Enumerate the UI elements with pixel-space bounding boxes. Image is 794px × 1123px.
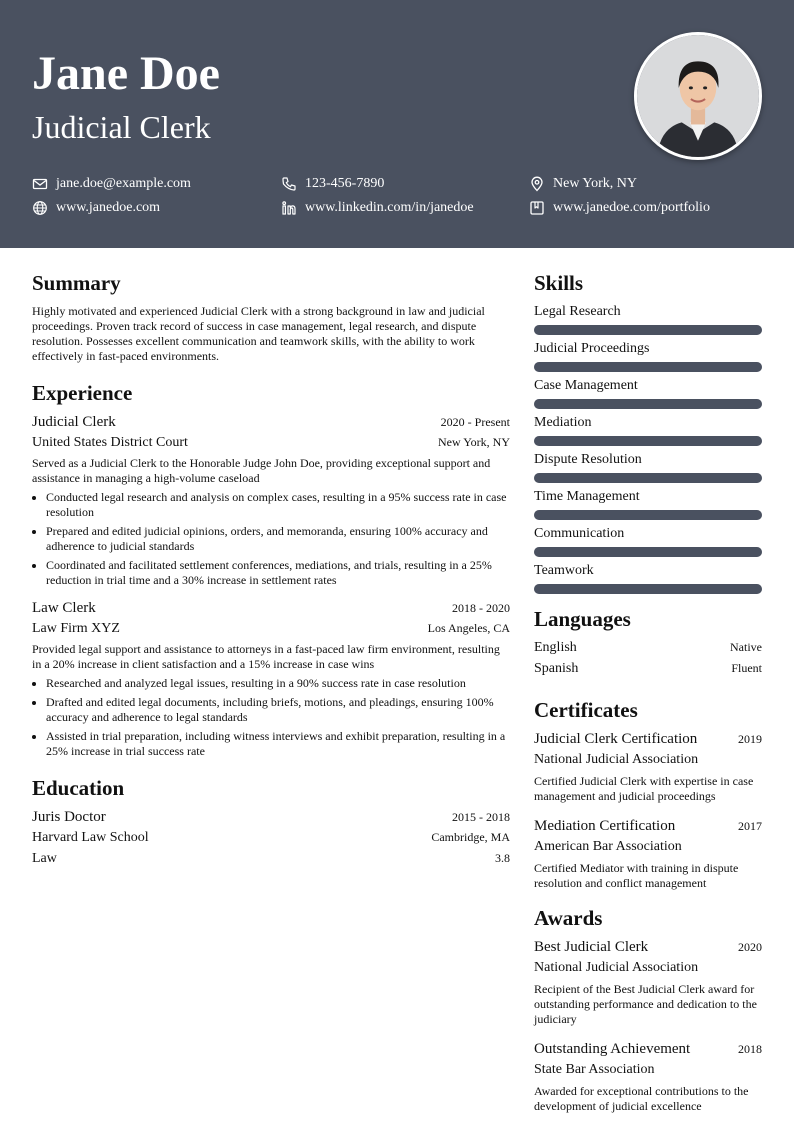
award-title: Outstanding Achievement bbox=[534, 1041, 691, 1057]
resume-header bbox=[0, 0, 794, 248]
job-bullet: • Researched and analyzed legal issues, resulting in a 90% success rate in case resolution bbox=[46, 676, 510, 691]
contact-phone[interactable] bbox=[281, 175, 384, 193]
skills-heading: Skills bbox=[534, 271, 584, 295]
skill-level-bar bbox=[534, 584, 762, 594]
skill-label: Dispute Resolution bbox=[534, 452, 642, 467]
certificate-item bbox=[534, 729, 762, 804]
contact-portfolio[interactable] bbox=[529, 199, 710, 217]
skill-label: Judicial Proceedings bbox=[534, 341, 650, 356]
location-icon bbox=[529, 176, 545, 192]
contact-location bbox=[529, 175, 637, 193]
award-year: 2020 bbox=[738, 940, 762, 954]
skill-item bbox=[534, 413, 762, 446]
job-dates: 2018 - 2020 bbox=[452, 601, 510, 615]
linkedin-icon bbox=[281, 200, 297, 216]
skill-item bbox=[534, 524, 762, 557]
awards-heading: Awards bbox=[534, 906, 603, 930]
education-item bbox=[32, 807, 510, 869]
skill-level-fill bbox=[534, 399, 762, 409]
contact-email-text: jane.doe@example.com bbox=[56, 176, 191, 191]
education-location: Cambridge, MA bbox=[431, 830, 510, 844]
certificate-organization: American Bar Association bbox=[534, 839, 682, 854]
language-name: English bbox=[534, 640, 577, 655]
certificate-item bbox=[534, 816, 762, 891]
candidate-name: Jane Doe bbox=[32, 47, 220, 100]
certificates-heading: Certificates bbox=[534, 698, 638, 722]
job-bullet: • Prepared and edited judicial opinions, orders, and memoranda, ensuring 100% accuracy and adherence to judicial standards bbox=[46, 524, 510, 554]
languages-heading: Languages bbox=[534, 607, 631, 631]
profile-photo-illustration bbox=[637, 35, 759, 157]
award-year: 2018 bbox=[738, 1042, 762, 1056]
skill-level-fill bbox=[534, 547, 762, 557]
skill-level-fill bbox=[534, 325, 762, 335]
languages-list bbox=[534, 637, 762, 679]
skill-item bbox=[534, 302, 762, 335]
certificate-organization: National Judicial Association bbox=[534, 752, 699, 767]
skill-item bbox=[534, 561, 762, 594]
skill-level-bar bbox=[534, 436, 762, 446]
award-organization: State Bar Association bbox=[534, 1062, 655, 1077]
language-item bbox=[534, 658, 762, 679]
job-location: New York, NY bbox=[437, 435, 510, 449]
education-field: Law bbox=[32, 851, 57, 866]
contact-location-text: New York, NY bbox=[553, 176, 638, 191]
certificate-year: 2017 bbox=[738, 819, 762, 833]
contact-portfolio-text: www.janedoe.com/portfolio bbox=[553, 200, 710, 215]
skill-label: Legal Research bbox=[534, 304, 621, 319]
skill-level-fill bbox=[534, 473, 762, 483]
award-description: Awarded for exceptional contributions to the development of judicial excellence bbox=[534, 1084, 749, 1113]
language-name: Spanish bbox=[534, 661, 579, 676]
skill-item bbox=[534, 487, 762, 520]
certificate-title: Judicial Clerk Certification bbox=[534, 731, 698, 747]
skill-level-fill bbox=[534, 436, 762, 446]
skill-level-fill bbox=[534, 362, 762, 372]
mail-icon bbox=[32, 176, 48, 192]
skill-item bbox=[534, 376, 762, 409]
skill-label: Mediation bbox=[534, 415, 592, 430]
experience-heading: Experience bbox=[32, 381, 133, 405]
education-school: Harvard Law School bbox=[32, 830, 149, 845]
contact-phone-text: 123-456-7890 bbox=[305, 176, 385, 191]
job-organization: United States District Court bbox=[32, 435, 188, 450]
skill-level-bar bbox=[534, 362, 762, 372]
skill-label: Time Management bbox=[534, 489, 640, 504]
right-column bbox=[534, 268, 762, 1114]
certificate-description: Certified Judicial Clerk with expertise in case management and judicial proceedings bbox=[534, 774, 754, 803]
skill-label: Communication bbox=[534, 526, 625, 541]
skill-level-fill bbox=[534, 510, 762, 520]
skill-level-fill bbox=[534, 584, 762, 594]
job-dates: 2020 - Present bbox=[440, 415, 510, 429]
award-item bbox=[534, 937, 762, 1027]
certificate-title: Mediation Certification bbox=[534, 818, 676, 834]
skill-item bbox=[534, 450, 762, 483]
education-heading: Education bbox=[32, 776, 125, 800]
skills-list bbox=[534, 302, 762, 594]
award-description: Recipient of the Best Judicial Clerk award for outstanding performance and dedication to the judiciary bbox=[534, 982, 757, 1026]
contact-linkedin-text: www.linkedin.com/in/janedoe bbox=[305, 200, 474, 215]
job-bullets bbox=[32, 490, 510, 588]
contact-email[interactable] bbox=[32, 175, 191, 193]
profile-photo bbox=[634, 32, 762, 160]
job-bullet: • Conducted legal research and analysis on complex cases, resulting in a 95% success rate in case resolution bbox=[46, 490, 510, 520]
award-organization: National Judicial Association bbox=[534, 960, 699, 975]
left-column bbox=[32, 268, 510, 869]
certificate-description: Certified Mediator with training in dispute resolution and conflict management bbox=[534, 861, 739, 890]
skill-item bbox=[534, 339, 762, 372]
job-title: Judicial Clerk bbox=[32, 414, 116, 430]
language-item bbox=[534, 637, 762, 658]
contact-linkedin[interactable] bbox=[281, 199, 474, 217]
candidate-title: Judicial Clerk bbox=[32, 109, 211, 145]
skill-level-bar bbox=[534, 473, 762, 483]
experience-item bbox=[32, 412, 510, 588]
phone-icon bbox=[281, 176, 297, 192]
skill-level-bar bbox=[534, 399, 762, 409]
summary-heading: Summary bbox=[32, 271, 121, 295]
skill-label: Case Management bbox=[534, 378, 638, 393]
language-level: Native bbox=[730, 640, 762, 654]
portfolio-icon bbox=[529, 200, 545, 216]
skill-level-bar bbox=[534, 325, 762, 335]
education-gpa: 3.8 bbox=[495, 851, 510, 865]
award-title: Best Judicial Clerk bbox=[534, 939, 649, 955]
job-description: Provided legal support and assistance to attorneys in a fast-paced law firm environment, resulting in a 20% increase in client satisfaction and a 15% increase in case wins bbox=[32, 642, 500, 671]
contact-website[interactable] bbox=[32, 199, 160, 217]
job-organization: Law Firm XYZ bbox=[32, 621, 120, 636]
skill-level-bar bbox=[534, 547, 762, 557]
job-bullet: • Drafted and edited legal documents, including briefs, motions, and pleadings, ensuring 100% accuracy and adherence to legal standards bbox=[46, 695, 510, 725]
job-bullet: • Assisted in trial preparation, including witness interviews and exhibit preparation, resulting in a 25% increase in trial success rate bbox=[46, 729, 510, 759]
globe-icon bbox=[32, 200, 48, 216]
job-bullets bbox=[32, 676, 510, 759]
language-level: Fluent bbox=[731, 661, 762, 675]
certificate-year: 2019 bbox=[738, 732, 762, 746]
award-item bbox=[534, 1039, 762, 1114]
job-bullet: • Coordinated and facilitated settlement conferences, mediations, and trials, resulting in a 25% reduction in trial time and a 30% increase in settlement rates bbox=[46, 558, 510, 588]
contact-website-text: www.janedoe.com bbox=[56, 200, 161, 215]
job-location: Los Angeles, CA bbox=[427, 621, 510, 635]
job-description: Served as a Judicial Clerk to the Honorable Judge John Doe, providing exceptional support and assistance in managing a high-volume caseload bbox=[32, 456, 491, 485]
education-dates: 2015 - 2018 bbox=[452, 810, 510, 824]
experience-item bbox=[32, 598, 510, 759]
skill-label: Teamwork bbox=[534, 563, 594, 578]
skill-level-bar bbox=[534, 510, 762, 520]
job-title: Law Clerk bbox=[32, 600, 96, 616]
summary-text: Highly motivated and experienced Judicial Clerk with a strong background in law and judicial proceedings. Proven track record of success in case management, legal research, and dispute resolution. Possesses excellent communication and teamwork skills, with the ability to work effectively in fast-paced environments. bbox=[32, 304, 485, 363]
education-degree: Juris Doctor bbox=[32, 809, 106, 825]
